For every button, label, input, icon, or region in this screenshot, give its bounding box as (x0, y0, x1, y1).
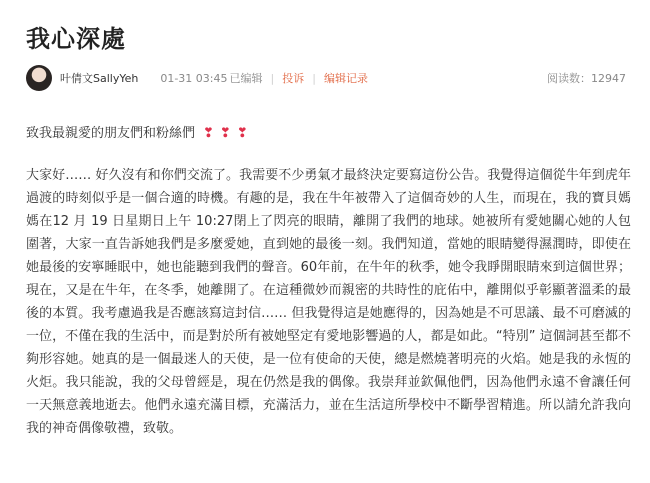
post-title: 我心深處 (26, 25, 126, 53)
heart-icon: ❣ (236, 126, 248, 141)
greeting-line (26, 122, 631, 146)
article-paragraph: 大家好…… 好久沒有和你們交流了。我需要不少勇氣才最終決定要寫這份公告。我覺得這個從牛年到虎年過渡的時刻似乎是一個合適的時機。有趣的是，我在牛年被帶入了這個奇妙的人生，而現在，我的寶貝媽媽在12 月 19 日星期日上午 10:27閉上了閃亮的眼睛，離開了我們的地球。她被所有愛她關心她的人包圍著，大家一直告訴她我們是多麼愛她，直到她的最後一刻。我們知道，當她的眼睛變得濕潤時，即使在她最後的安寧睡眠中，她也能聽到我們的聲音。60年前，在牛年的秋季，她令我睜開眼睛來到這個世界；現在，又是在牛年，在冬季，她離開了。在這種微妙而親密的共時性的庇佑中，離開似乎彰顯著溫柔的最後的本質。我考慮過我是否應該寫這封信…… 但我覺得這是她應得的，因為她是不可思議、最不可磨滅的一位，不僅在我的生活中，而是對於所有被她堅定有愛地影響過的人，都是如此。“特別” 這個詞甚至都不夠形容她。她真的是一個最迷人的天使，是一位有使命的天使，總是燃燒著明亮的火焰。她是我的永恆的火炬。我只能說，我的父母曾經是，現在仍然是我的偶像。我崇拜並欽佩他們，因為他們永遠不會讓任何一天無意義地逝去。他們永遠充滿目標，充滿活力，並在生活這所學校中不斷學習精進。所以請允許我向我的神奇偶像敬禮，致敬。 (26, 168, 631, 436)
edited-label: 已编辑 (229, 72, 263, 85)
hearts-group (203, 122, 254, 146)
edit-history-link[interactable]: 编辑记录 (323, 72, 368, 85)
divider: | (312, 71, 316, 85)
greeting-text: 致我最親愛的朋友們和粉絲們 (26, 126, 196, 141)
report-link[interactable]: 投诉 (282, 72, 305, 85)
post-time: 01-31 03:45 (160, 71, 228, 85)
divider: | (270, 71, 275, 85)
post-meta (26, 64, 626, 92)
heart-icon: ❣ (203, 126, 214, 141)
heart-icon: ❣ (219, 126, 231, 141)
read-count: 阅读数：12947 (547, 72, 626, 85)
article-body (26, 122, 631, 440)
author-name[interactable]: 叶倩文SallyYeh (60, 72, 139, 85)
avatar[interactable] (26, 65, 52, 91)
